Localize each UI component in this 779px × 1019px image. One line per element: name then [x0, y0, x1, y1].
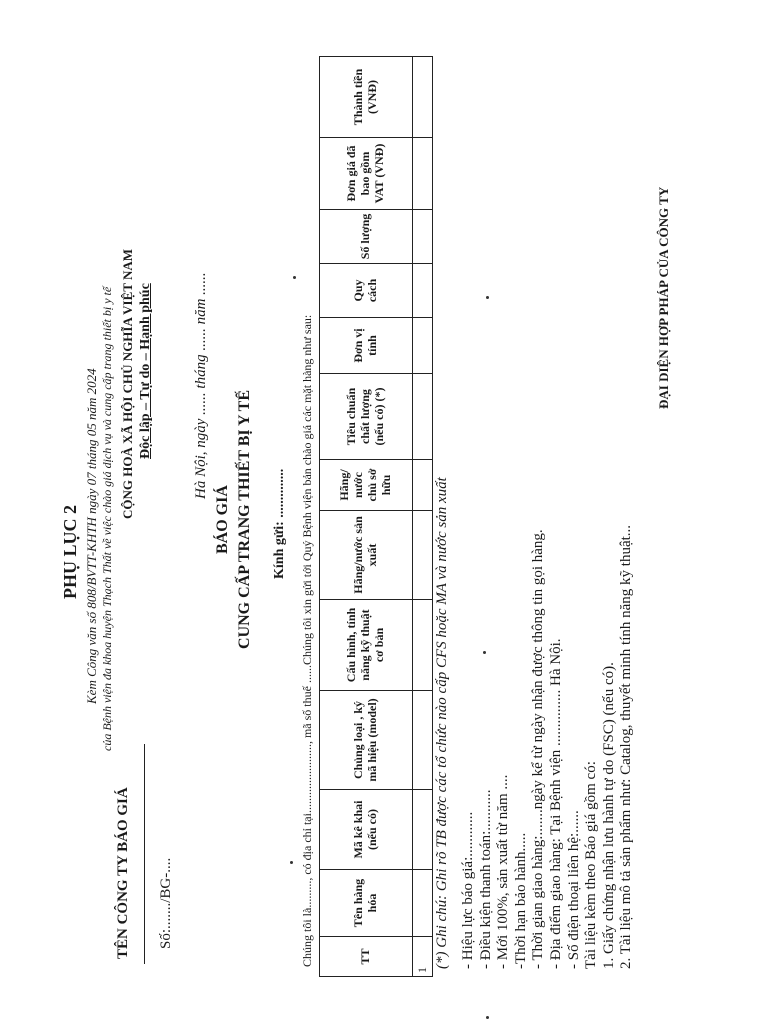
term-payment: - Điều kiện thanh toán:...........: [477, 789, 494, 969]
scan-speck: [290, 861, 293, 864]
company-underline: [144, 744, 145, 964]
appendix-subtitle-2: của Bệnh viện đa khoa huyện Thạch Thất về việc chào giá dịch vụ và cung cấp trang thiết bị y tế: [100, 286, 114, 751]
term-phone: - Số điện thoại liên hệ:......: [565, 810, 582, 969]
col-header-total: Thành tiền (VNĐ): [320, 57, 413, 138]
terms-list: [460, 525, 636, 969]
col-header-unit: Đơn vị tính: [320, 318, 413, 374]
table-cell: [413, 264, 433, 318]
table-cell: [413, 460, 433, 511]
term-validity: - Hiệu lực báo giá:............: [460, 811, 476, 969]
scan-speck: [293, 276, 296, 279]
table-row: [413, 57, 433, 977]
col-header-packing: Quy cách: [320, 264, 413, 318]
col-header-standard: Tiêu chuẩn chất lượng (nếu có) (*): [320, 374, 413, 460]
table-cell: 1: [413, 937, 433, 977]
doc-subtitle: CUNG CẤP TRANG THIẾT BỊ Y TẾ: [236, 389, 253, 649]
term-delivery-time: - Thời gian giao hàng:.......ngày kể từ ngày nhận được thông tin gọi hàng.: [530, 529, 547, 969]
date-line: Hà Nội, ngày ...... tháng ...... năm ......: [193, 272, 209, 499]
term-delivery-place: - Địa điểm giao hàng: Tại Bệnh viện ............... Hà Nội.: [547, 638, 564, 969]
table-cell: [413, 318, 433, 374]
quotation-table: [319, 56, 433, 977]
signature-title: ĐẠI DIỆN HỢP PHÁP CỦA CÔNG TY: [656, 186, 671, 409]
table-cell: [413, 374, 433, 460]
company-name: TÊN CÔNG TY BÁO GIÁ: [115, 787, 131, 959]
table-cell: [413, 691, 433, 790]
appendix-title: PHỤ LỤC 2: [60, 505, 80, 599]
table-cell: [413, 600, 433, 691]
table-cell: [413, 57, 433, 138]
scan-speck: [486, 296, 489, 299]
scan-speck: [483, 651, 486, 654]
doc-title: BÁO GIÁ: [214, 485, 231, 554]
col-header-tt: TT: [320, 937, 413, 977]
recipient-line: Kính gửi: ..............: [272, 468, 287, 579]
col-header-manufacturer: Hãng/nước sản xuất: [320, 511, 413, 600]
table-header-row: [320, 57, 413, 977]
col-header-owner: Hãng/ nước chủ sở hữu: [320, 460, 413, 511]
table-cell: [413, 511, 433, 600]
col-header-quantity: Số lượng: [320, 210, 413, 264]
appendix-subtitle-1: Kèm Công văn số 808/BVTT-KHTH ngày 07 tháng 05 năm 2024: [84, 368, 99, 704]
table-cell: [413, 210, 433, 264]
col-header-unit-price: Đơn giá đã bao gồm VAT (VNĐ): [320, 138, 413, 210]
attachments-heading: Tài liệu kèm theo Báo giá gồm có:: [583, 761, 600, 969]
col-header-code: Mã kê khai (nếu có): [320, 790, 413, 870]
term-new: - Mới 100%, sản xuất từ năm ....: [495, 774, 512, 969]
table-cell: [413, 790, 433, 870]
nation-title: CỘNG HOÀ XÃ HỘI CHỦ NGHĨA VIỆT NAM: [120, 248, 135, 519]
col-header-model: Chủng loại , ký mã hiệu (model): [320, 691, 413, 790]
col-header-spec: Cấu hình, tính năng kỹ thuật cơ bản: [320, 600, 413, 691]
doc-number: Số:......./BG-....: [158, 857, 174, 949]
intro-text: Chúng tôi là........., có địa chỉ tại......................., mã số thuế ......Chúng tôi xin gửi tới Quý Bệnh viện bản chào giá các mặt hàng như sau:: [300, 314, 314, 967]
table-cell: [413, 870, 433, 937]
col-header-name: Tên hàng hóa: [320, 870, 413, 937]
motto: Độc lập – Tự do – Hạnh phúc: [138, 283, 153, 459]
table-note: (*) Ghi chú: Ghi rõ TB được các tổ chức nào cấp CFS hoặc MA và nước sản xuất: [434, 477, 450, 969]
term-warranty: -Thời hạn bảo hành.....: [512, 832, 529, 969]
attachment-1: 1. Giấy chứng nhận lưu hành tự do (FSC) (nếu có).: [600, 662, 617, 969]
table-cell: [413, 138, 433, 210]
attachment-2: 2. Tài liệu mô tả sản phẩm như: Catalog, thuyết minh tính năng kỹ thuật...: [618, 524, 635, 969]
